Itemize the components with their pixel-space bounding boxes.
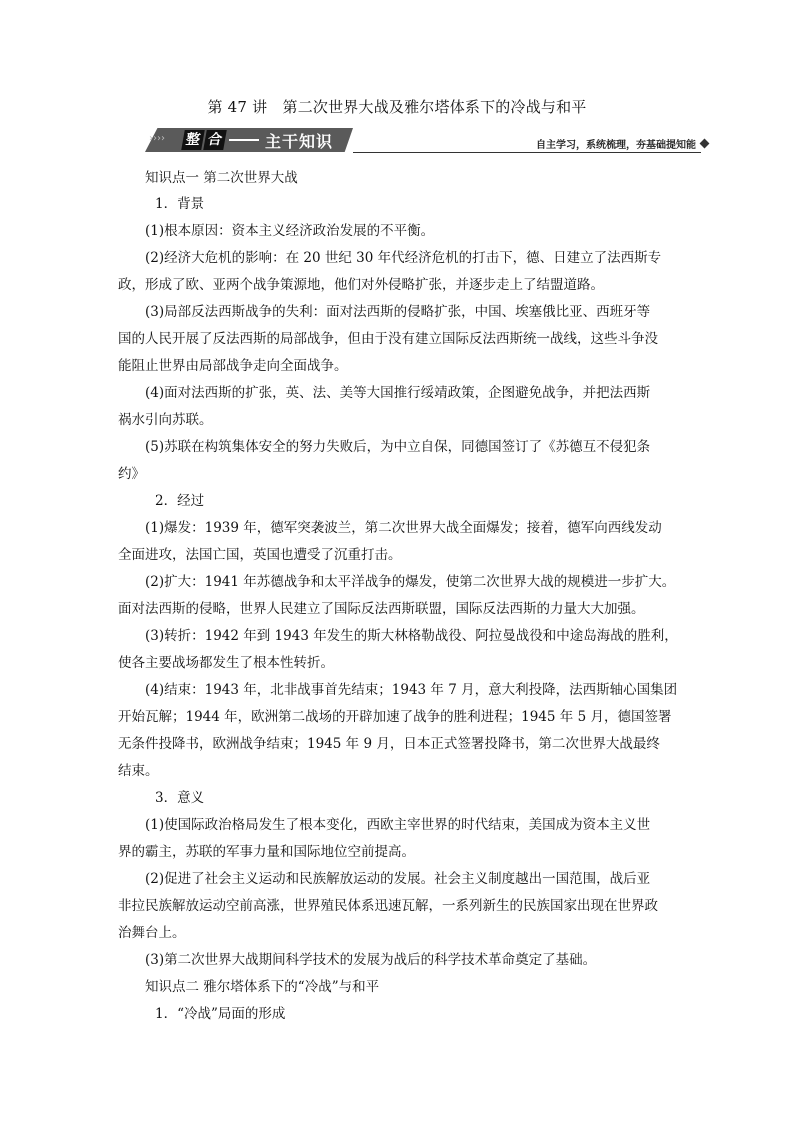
text-line: 约》 (118, 466, 145, 482)
text-line: (2)促进了社会主义运动和民族解放运动的发展。社会主义制度越出一国范围，战后亚 (145, 871, 651, 887)
subheading-process: 2．经过 (155, 493, 205, 509)
heading-knowledge-point-1: 知识点一 第二次世界大战 (145, 170, 298, 186)
text-line: (3)局部反法西斯战争的失利：面对法西斯的侵略扩张，中国、埃塞俄比亚、西班牙等 (145, 304, 651, 320)
text-line: 治舞台上。 (118, 925, 186, 941)
section-banner (145, 126, 710, 156)
text-line: 界的霸主，苏联的军事力量和国际地位空前提高。 (118, 844, 415, 860)
text-line: (1)根本原因：资本主义经济政治发展的不平衡。 (145, 223, 435, 239)
text-line: 国的人民开展了反法西斯的局部战争，但由于没有建立国际反法西斯统一战线，这些斗争没 (118, 331, 658, 347)
subheading-significance: 3．意义 (155, 790, 205, 806)
text-line: (5)苏联在构筑集体安全的努力失败后，为中立自保，同德国签订了《苏德互不侵犯条 (145, 439, 651, 455)
text-line: (4)面对法西斯的扩张，英、法、美等大国推行绥靖政策，企图避免战争，并把法西斯 (145, 385, 651, 401)
text-line: (1)使国际政治格局发生了根本变化，西欧主宰世界的时代结束，美国成为资本主义世 (145, 817, 651, 833)
chevron-decoration-icon: ›››› (149, 133, 165, 144)
diamond-icon (700, 139, 710, 149)
text-line: 非拉民族解放运动空前高涨，世界殖民体系迅速瓦解，一系列新生的民族国家出现在世界政 (118, 898, 658, 914)
banner-dash (229, 139, 259, 141)
text-line: (4)结束：1943 年，北非战事首先结束；1943 年 7 月，意大利投降，法西斯轴心国集团 (145, 682, 678, 698)
text-line: 全面进攻，法国亡国，英国也遭受了沉重打击。 (118, 547, 402, 563)
text-line: (2)扩大：1941 年苏德战争和太平洋战争的爆发，使第二次世界大战的规模进一步扩大。 (145, 574, 676, 590)
banner-chip-2: 合 (203, 130, 227, 150)
text-line: 面对法西斯的侵略，世界人民建立了国际反法西斯联盟，国际反法西斯的力量大大加强。 (118, 601, 645, 617)
banner-subtitle: 自主学习，系统梳理，夯基础提知能 (536, 140, 696, 151)
text-line: (3)转折：1942 年到 1943 年发生的斯大林格勒战役、阿拉曼战役和中途岛海战的胜利， (145, 628, 678, 644)
text-line: (1)爆发：1939 年，德军突袭波兰，第二次世界大战全面爆发；接着，德军向西线发动 (145, 520, 662, 536)
text-line: 使各主要战场都发生了根本性转折。 (118, 655, 334, 671)
text-line: 结束。 (118, 763, 159, 779)
subheading-background: 1．背景 (155, 196, 205, 212)
text-line: (2)经济大危机的影响：在 20 世纪 30 年代经济危机的打击下，德、日建立了法西斯专 (145, 250, 662, 266)
subheading-cold-war-formation: 1．“冷战”局面的形成 (155, 1006, 286, 1022)
text-line: 开始瓦解；1944 年，欧洲第二战场的开辟加速了战争的胜利进程；1945 年 5 月，德国签署 (118, 709, 672, 725)
text-line: 能阻止世界由局部战争走向全面战争。 (118, 358, 348, 374)
page-title: 第 47 讲 第二次世界大战及雅尔塔体系下的冷战与和平 (207, 98, 587, 116)
banner-underline (353, 152, 701, 153)
banner-label: 主干知识 (265, 132, 334, 151)
banner-chip-1: 整 (181, 130, 205, 150)
heading-knowledge-point-2: 知识点二 雅尔塔体系下的“冷战”与和平 (145, 979, 380, 995)
text-line: 政，形成了欧、亚两个战争策源地，他们对外侵略扩张，并逐步走上了结盟道路。 (118, 277, 604, 293)
text-line: (3)第二次世界大战期间科学技术的发展为战后的科学技术革命奠定了基础。 (145, 952, 597, 968)
text-line: 无条件投降书，欧洲战争结束；1945 年 9 月，日本正式签署投降书，第二次世界大战最终 (118, 736, 660, 752)
text-line: 祸水引向苏联。 (118, 412, 213, 428)
